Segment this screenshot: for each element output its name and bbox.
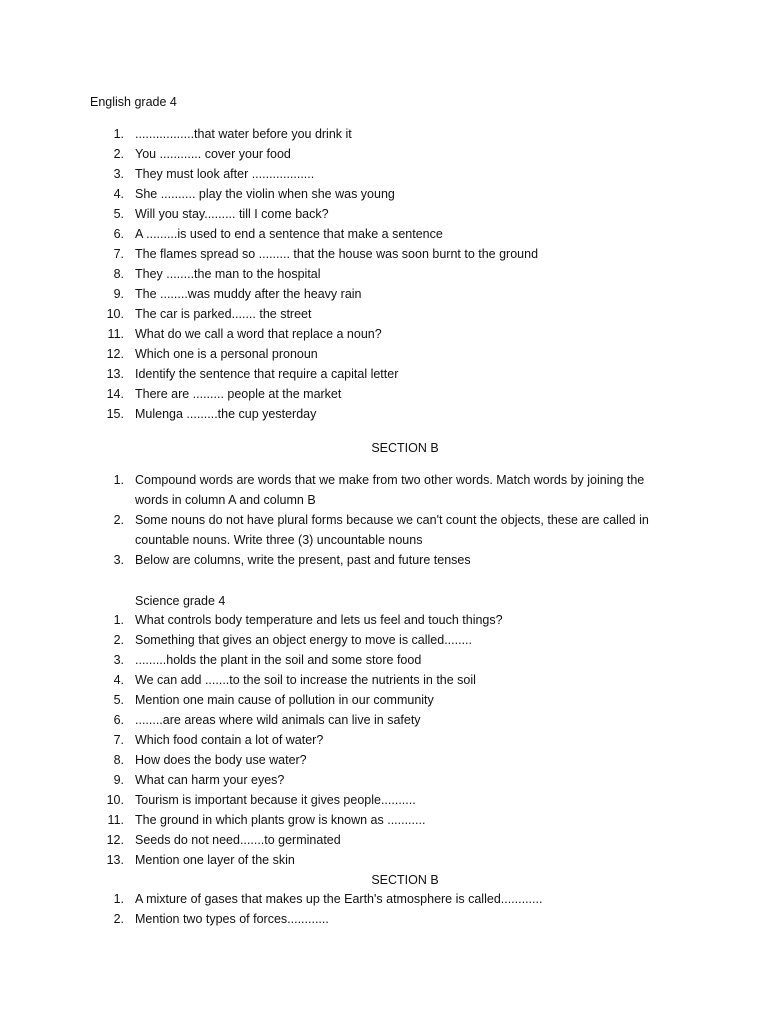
question-item [0, 224, 768, 244]
question-text: You ............ cover your food [135, 147, 291, 161]
question-item [0, 710, 768, 730]
question-number: 5. [113, 693, 124, 707]
question-item [0, 470, 768, 510]
question-text: Mulenga .........the cup yesterday [135, 407, 317, 421]
english-section-b-questions [0, 470, 768, 570]
question-text: The flames spread so ......... that the house was soon burnt to the ground [135, 247, 539, 261]
question-text: A .........is used to end a sentence that make a sentence [135, 227, 443, 241]
question-item [0, 204, 768, 224]
question-item [0, 790, 768, 810]
question-item [0, 909, 768, 929]
question-number: 3. [113, 553, 124, 567]
question-number: 2. [113, 147, 124, 161]
question-item [0, 164, 768, 184]
question-number: 9. [113, 287, 124, 301]
question-item [0, 889, 768, 909]
question-item [0, 344, 768, 364]
english-title: English grade 4 [90, 95, 177, 109]
question-text: Tourism is important because it gives people.......... [135, 793, 416, 807]
question-number: 1. [113, 473, 124, 487]
question-text: Which food contain a lot of water? [135, 733, 324, 747]
question-item [0, 284, 768, 304]
question-item [0, 850, 768, 870]
question-text: .........holds the plant in the soil and some store food [135, 653, 422, 667]
question-number: 7. [113, 247, 124, 261]
question-item [0, 510, 768, 550]
question-text: Mention two types of forces............ [135, 912, 329, 926]
question-text: How does the body use water? [135, 753, 307, 767]
question-number: 10. [106, 793, 124, 807]
question-text: Identify the sentence that require a capital letter [135, 367, 399, 381]
question-number: 3. [113, 167, 124, 181]
question-text: What can harm your eyes? [135, 773, 285, 787]
question-item [0, 630, 768, 650]
question-text: Will you stay......... till I come back? [135, 207, 329, 221]
question-number: 6. [113, 713, 124, 727]
question-item [0, 144, 768, 164]
question-text: Compound words are words that we make from two other words. Match words by joining the words in column A and column B [135, 473, 645, 507]
science-section-b-heading: SECTION B [371, 873, 439, 887]
question-number: 13. [106, 367, 124, 381]
question-number: 11. [107, 327, 124, 341]
question-text: She .......... play the violin when she was young [135, 187, 395, 201]
question-number: 9. [113, 773, 124, 787]
question-number: 2. [113, 513, 124, 527]
science-questions [0, 610, 768, 870]
question-number: 1. [113, 127, 124, 141]
question-number: 2. [113, 633, 124, 647]
question-number: 13. [106, 853, 124, 867]
question-item [0, 550, 768, 570]
question-text: Something that gives an object energy to move is called........ [135, 633, 472, 647]
question-number: 2. [113, 912, 124, 926]
question-item [0, 324, 768, 344]
question-text: We can add .......to the soil to increase the nutrients in the soil [135, 673, 476, 687]
question-item [0, 730, 768, 750]
question-item [0, 650, 768, 670]
question-number: 8. [113, 267, 124, 281]
question-number: 8. [113, 753, 124, 767]
question-item [0, 750, 768, 770]
question-text: What do we call a word that replace a noun? [135, 327, 382, 341]
question-number: 1. [113, 892, 124, 906]
question-number: 10. [106, 307, 124, 321]
question-text: Some nouns do not have plural forms because we can't count the objects, these are called in countable nouns. Write three (3) uncountable nouns [135, 513, 649, 547]
question-number: 3. [113, 653, 124, 667]
question-text: They ........the man to the hospital [135, 267, 321, 281]
question-text: The ground in which plants grow is known as ........... [135, 813, 426, 827]
science-title: Science grade 4 [135, 594, 226, 608]
question-text: Mention one main cause of pollution in our community [135, 693, 434, 707]
question-text: What controls body temperature and lets us feel and touch things? [135, 613, 503, 627]
question-item [0, 364, 768, 384]
question-item [0, 244, 768, 264]
question-text: Mention one layer of the skin [135, 853, 295, 867]
question-text: ........are areas where wild animals can live in safety [135, 713, 421, 727]
question-item [0, 184, 768, 204]
question-item [0, 264, 768, 284]
question-number: 12. [106, 833, 124, 847]
science-section-b-questions [0, 889, 768, 929]
question-text: A mixture of gases that makes up the Earth's atmosphere is called............ [135, 892, 543, 906]
question-number: 15. [106, 407, 124, 421]
question-item [0, 690, 768, 710]
question-number: 7. [113, 733, 124, 747]
question-text: The ........was muddy after the heavy rain [135, 287, 362, 301]
question-text: The car is parked....... the street [135, 307, 312, 321]
question-number: 4. [113, 673, 124, 687]
question-item [0, 124, 768, 144]
question-item [0, 830, 768, 850]
english-questions [0, 124, 768, 424]
question-text: There are ......... people at the market [135, 387, 342, 401]
question-number: 6. [113, 227, 124, 241]
question-text: Which one is a personal pronoun [135, 347, 318, 361]
question-item [0, 610, 768, 630]
question-number: 4. [113, 187, 124, 201]
question-number: 1. [113, 613, 124, 627]
question-item [0, 810, 768, 830]
question-number: 11. [107, 813, 124, 827]
question-item [0, 304, 768, 324]
question-item [0, 770, 768, 790]
question-text: They must look after .................. [135, 167, 315, 181]
question-item [0, 670, 768, 690]
question-number: 14. [106, 387, 124, 401]
question-text: Seeds do not need.......to germinated [135, 833, 341, 847]
question-number: 12. [106, 347, 124, 361]
question-item [0, 404, 768, 424]
question-number: 5. [113, 207, 124, 221]
question-text: .................that water before you drink it [135, 127, 352, 141]
question-text: Below are columns, write the present, past and future tenses [135, 553, 471, 567]
english-section-b-heading: SECTION B [371, 441, 439, 455]
question-item [0, 384, 768, 404]
